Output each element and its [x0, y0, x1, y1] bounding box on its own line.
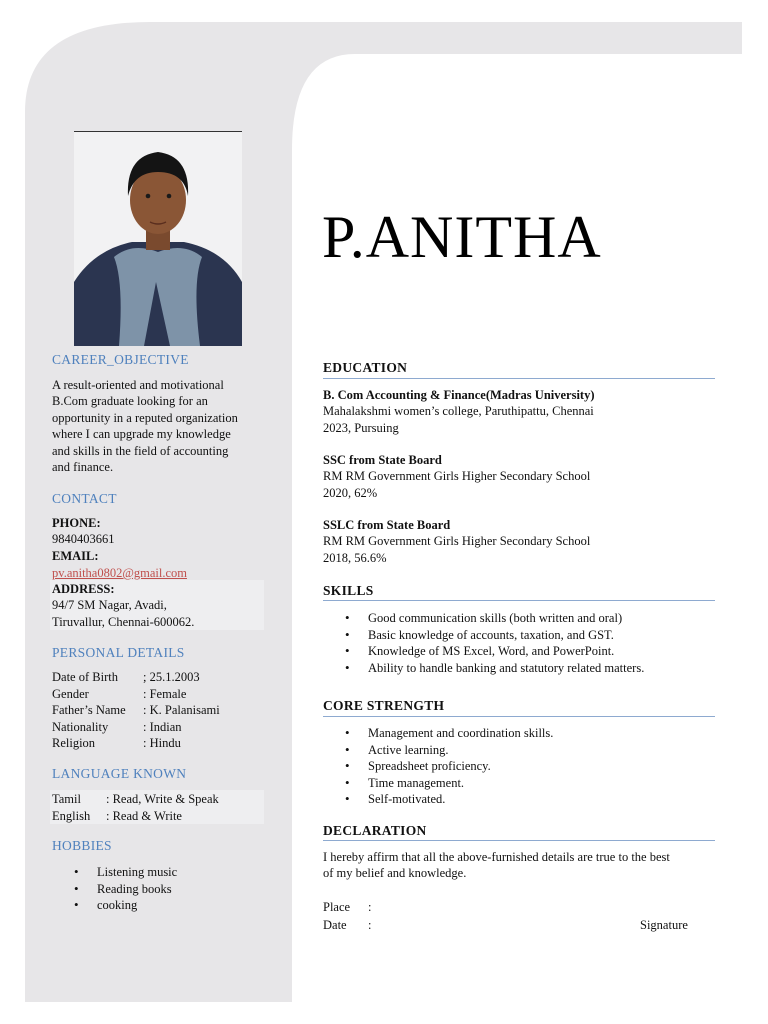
skill-item: • Knowledge of MS Excel, Word, and PowerPoint. [323, 643, 723, 660]
education-item: SSLC from State Board RM RM Government Girls Higher Secondary School 2018, 56.6% [323, 518, 591, 565]
personal-row: Religion : Hindu [52, 736, 181, 751]
career-objective-text: A result-oriented and motivational B.Com graduate looking for an opportunity in a reputed organization where I can upgrade my knowledge and skills in the field of accounting and finance. [52, 378, 238, 475]
language-heading: LANGUAGE KNOWN [52, 766, 187, 781]
core-strength-list [323, 725, 723, 808]
personal-row: Nationality : Indian [52, 719, 182, 734]
hobbies-heading: HOBBIES [52, 838, 112, 853]
hobby-item: • cooking [52, 897, 267, 914]
core-strength-heading: CORE STRENGTH [323, 698, 445, 713]
education-item: B. Com Accounting & Finance(Madras University) Mahalakshmi women’s college, Paruthipattu, Chennai 2023, Pursuing [323, 388, 595, 435]
core-strength-item: • Management and coordination skills. [323, 725, 723, 742]
personal-details-heading: PERSONAL DETAILS [52, 645, 185, 660]
core-strength-item: • Spreadsheet proficiency. [323, 758, 723, 775]
personal-row: Date of Birth ; 25.1.2003 [52, 670, 200, 684]
profile-photo [74, 131, 242, 346]
skill-item: • Basic knowledge of accounts, taxation, and GST. [323, 627, 723, 644]
date-label: Date [323, 918, 347, 932]
hobby-item: • Listening music [52, 864, 267, 881]
contact-heading: CONTACT [52, 491, 117, 506]
skills-heading: SKILLS [323, 583, 374, 598]
skill-item: • Good communication skills (both written and oral) [323, 610, 723, 627]
education-heading: EDUCATION [323, 360, 408, 375]
skill-item: • Ability to handle banking and statutory related matters. [323, 660, 723, 677]
place-colon: : [368, 900, 372, 914]
hobby-item: • Reading books [52, 881, 267, 898]
signature-label: Signature [640, 918, 688, 932]
language-row: English : Read & Write [52, 808, 182, 823]
skills-rule [323, 600, 715, 601]
candidate-name: P.ANITHA [322, 204, 602, 270]
email-label: EMAIL: [52, 549, 99, 563]
declaration-rule [323, 840, 715, 841]
address-label: ADDRESS: [52, 582, 115, 596]
language-row: Tamil : Read, Write & Speak [52, 792, 219, 806]
place-label: Place [323, 900, 351, 914]
phone-value: 9840403661 [52, 532, 115, 546]
personal-row: Father’s Name : K. Palanisami [52, 703, 220, 718]
hobbies-list [52, 864, 267, 914]
education-item: SSC from State Board RM RM Government Girls Higher Secondary School 2020, 62% [323, 453, 591, 500]
core-strength-item: • Time management. [323, 775, 723, 792]
declaration-heading: DECLARATION [323, 823, 427, 838]
personal-details-list [52, 669, 267, 754]
declaration-text: I hereby affirm that all the above-furnished details are true to the best of my belief and knowledge. [323, 850, 670, 881]
address-line-2: Tiruvallur, Chennai-600062. [52, 615, 195, 629]
date-colon: : [368, 918, 372, 932]
core-strength-item: • Self-motivated. [323, 791, 723, 808]
personal-row: Gender : Female [52, 686, 187, 701]
address-line-1: 94/7 SM Nagar, Avadi, [52, 598, 167, 612]
email-link[interactable]: pv.anitha0802@gmail.com [52, 566, 187, 580]
skills-list [323, 610, 723, 676]
language-list [52, 791, 267, 825]
education-rule [323, 378, 715, 379]
phone-label: PHONE: [52, 516, 101, 530]
core-strength-item: • Active learning. [323, 742, 723, 759]
core-strength-rule [323, 716, 715, 717]
career-objective-heading: CAREER_OBJECTIVE [52, 352, 189, 367]
